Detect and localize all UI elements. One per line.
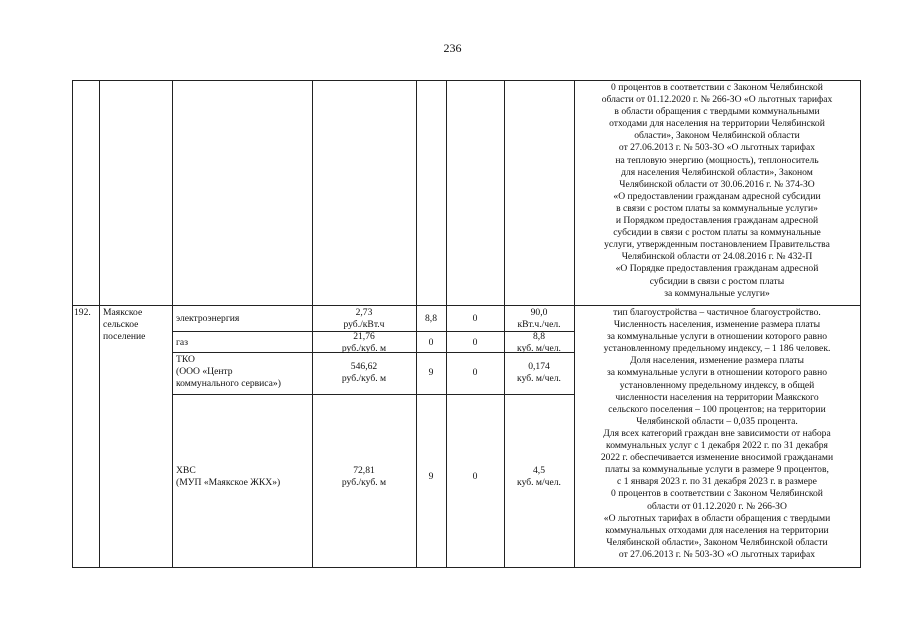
note-line: коммунальных услуг с 1 декабря 2022 г. по 31 декабря (606, 440, 828, 452)
norm-value: 4,5 (533, 465, 545, 476)
norm-unit: кВт.ч./чел. (517, 319, 561, 331)
growth-change: 0 (472, 367, 478, 378)
note-line: и Порядком предоставления гражданам адресной (615, 215, 819, 227)
growth-change: 0 (472, 313, 478, 324)
service-name-line: ХВС (176, 465, 196, 476)
consumption-norm (504, 307, 574, 331)
table-border-right (860, 80, 861, 568)
row-divider (72, 305, 861, 306)
norm-value: 90,0 (530, 307, 548, 318)
service-name (176, 465, 310, 489)
column-divider (99, 80, 100, 568)
service-tariff (312, 361, 416, 385)
settlement-line: Маякское (103, 307, 143, 318)
service-name: электроэнергия (176, 313, 240, 324)
note-line: отходами для населения на территории Челябинской (609, 118, 825, 130)
note-line: Челябинской области от 24.08.2016 г. № 432-П (621, 251, 813, 263)
note-line: коммунальных отходами для населения на территории (605, 524, 829, 536)
service-name: газ (176, 337, 188, 348)
note-line: установленному предельному индексу, в общей (619, 379, 815, 391)
note-line: области от 01.12.2020 г. № 266-ЗО «О льготных тарифах (601, 94, 833, 106)
tariff-value: 2,73 (355, 307, 373, 318)
tariff-unit: руб./куб. м (341, 373, 387, 385)
tariff-value: 546,62 (350, 361, 378, 372)
growth-index: 9 (428, 367, 434, 378)
note-line: Челябинской области от 30.06.2016 г. № 374-ЗО (619, 178, 815, 190)
service-tariff (312, 307, 416, 331)
service-tariff (312, 331, 416, 355)
tariff-unit: руб./кВт.ч (343, 319, 385, 331)
growth-index: 8,8 (425, 313, 437, 324)
note-line: Численность населения, изменение размера платы (613, 319, 821, 331)
service-name-line: коммунального сервиса») (176, 378, 281, 390)
note-line: «О льготных тарифах в области обращения с твердыми (603, 512, 831, 524)
notes-continued (578, 82, 856, 300)
norm-unit: куб. м/чел. (517, 343, 561, 355)
note-line: от 27.06.2013 г. № 503-ЗО «О льготных тарифах (618, 548, 816, 560)
note-line: 0 процентов в соответствии с Законом Челябинской (611, 488, 823, 500)
note-line: «О предоставлении гражданам адресной субсидии (613, 190, 821, 202)
row-divider (172, 394, 574, 395)
note-line: тип благоустройства – частичное благоустройство. (613, 307, 821, 318)
note-line: области от 01.12.2020 г. № 266-ЗО (647, 500, 787, 512)
service-name (176, 354, 310, 390)
settlement-line: сельское (103, 319, 139, 331)
norm-value: 8,8 (533, 331, 545, 342)
note-line: за коммунальные услуги в отношении которого равно (606, 367, 828, 379)
note-line: «О Порядке предоставления гражданам адресной (615, 263, 819, 275)
note-line: 0 процентов в соответствии с Законом Челябинской (611, 82, 823, 93)
note-line: в области обращения с твердыми коммунальными (614, 106, 820, 118)
note-line: для населения Челябинской области», Законом (621, 166, 813, 178)
service-name-line: ТКО (176, 354, 195, 365)
note-line: субсидии в связи с ростом платы (649, 275, 785, 287)
settlement-notes (578, 307, 856, 561)
table-border-left (72, 80, 73, 568)
consumption-norm (504, 465, 574, 489)
consumption-norm (504, 331, 574, 355)
column-divider (172, 80, 173, 568)
note-line: от 27.06.2013 г. № 503-ЗО «О льготных тарифах (618, 142, 816, 154)
page-number: 236 (443, 41, 462, 55)
note-line: на тепловую энергию (мощность), теплоноситель (615, 154, 819, 166)
row-number: 192. (74, 307, 91, 318)
table-border-bottom (72, 567, 861, 568)
note-line: Челябинской области», Законом Челябинской области (606, 536, 828, 548)
note-line: Доля населения, изменение размера платы (630, 355, 804, 367)
tariff-unit: руб./куб. м (341, 477, 387, 489)
column-divider (574, 80, 575, 568)
norm-value: 0,174 (528, 361, 550, 372)
note-line: с 1 января 2023 г. по 31 декабря 2023 г. в размере (617, 476, 817, 488)
settlement-line: поселение (103, 331, 146, 343)
growth-index: 9 (428, 471, 434, 482)
note-line: платы за коммунальные услуги в размере 9 процентов, (605, 464, 829, 476)
service-name-line: (ООО «Центр (176, 366, 233, 378)
note-line: за коммунальные услуги в отношении которого равно (606, 331, 828, 343)
settlement-name (103, 307, 171, 343)
note-line: за коммунальные услуги» (664, 287, 770, 299)
norm-unit: куб. м/чел. (517, 373, 561, 385)
note-line: 2022 г. обеспечивается изменение вносимой гражданами (600, 452, 834, 464)
growth-index: 0 (428, 337, 434, 348)
note-line: области», Законом Челябинской области (634, 130, 800, 142)
tariff-value: 72,81 (353, 465, 375, 476)
service-name-line: (МУП «Маякское ЖКХ») (176, 477, 281, 489)
note-line: в связи с ростом платы за коммунальные услуги» (616, 202, 818, 214)
note-line: услуги, утвержденным постановлением Правительства (604, 239, 830, 251)
service-tariff (312, 465, 416, 489)
note-line: установленному предельному индексу, – 1 186 человек. (603, 343, 831, 355)
note-line: Для всех категорий граждан вне зависимости от набора (603, 427, 831, 439)
note-line: численности населения на территории Маякского (615, 391, 819, 403)
table-border-top (72, 80, 861, 81)
note-line: Челябинской области – 0,035 процента. (636, 415, 798, 427)
growth-change: 0 (472, 337, 478, 348)
norm-unit: куб. м/чел. (517, 477, 561, 489)
note-line: субсидии в связи с ростом платы за коммунальные (613, 227, 821, 239)
growth-change: 0 (472, 471, 478, 482)
tariff-value: 21,76 (353, 331, 375, 342)
consumption-norm (504, 361, 574, 385)
tariff-unit: руб./куб. м (341, 343, 387, 355)
note-line: сельского поселения – 100 процентов; на территории (608, 403, 826, 415)
